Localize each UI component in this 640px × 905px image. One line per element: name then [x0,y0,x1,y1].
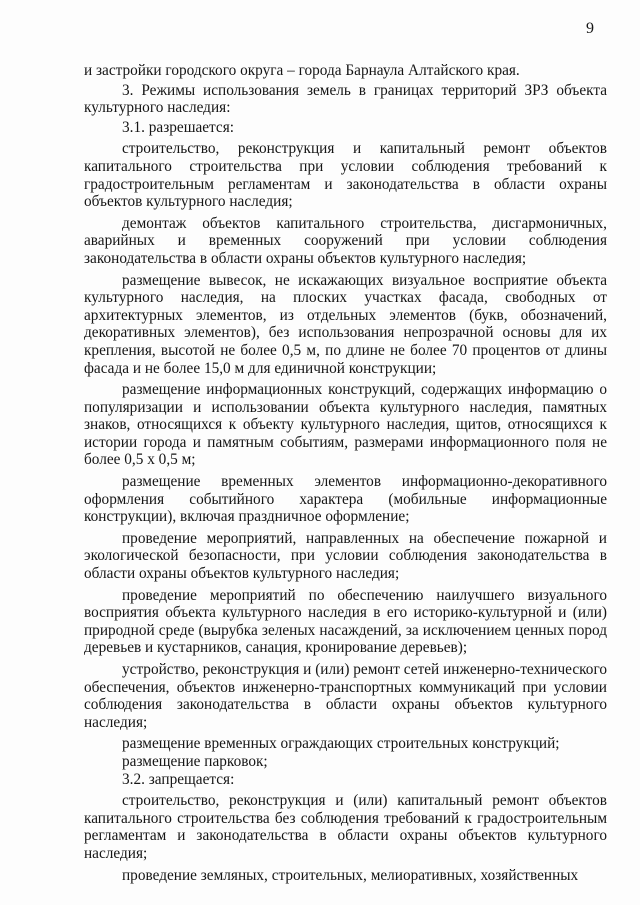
page-number: 9 [586,20,594,37]
paragraph-permitted-temporary-decor: размещение временных элементов информационно-декоративного оформления событийного характера (мобильные информационные конструкции), включая праздничное оформление; [84,473,607,526]
paragraph-permitted-visual-perception: проведение мероприятий по обеспечению наилучшего визуального восприятия объекта культурного наследия в его историко-культурной и (или) природной среде (вырубка зеленых насаждений, за исключением ценных пород деревьев и кустарников, санация, кронирование деревьев); [84,586,607,657]
paragraph-permitted-info-structures: размещение информационных конструкций, содержащих информацию о популяризации и использовании объекта культурного наследия, памятных знаков, относящихся к объекту культурного наследия, щитов, относящихся к истории города и памятным событиям, размерами информационного поля не более 0,5 х 0,5 м; [84,381,607,469]
paragraph-permitted-signage: размещение вывесок, не искажающих визуальное восприятие объекта культурного наследия, на плоских участках фасада, свободных от архитектурных элементов, из отдельных элементов (букв, обозначений, декоративных элементов), без использования непрозрачной основы для их крепления, высотой не более 0,5 м, по длине не более 70 процентов от длины фасада и не более 15,0 м для единичной конструкции; [84,271,607,377]
paragraph-permitted-engineering-networks: устройство, реконструкция и (или) ремонт сетей инженерно-технического обеспечения, объектов инженерно-транспортных коммуникаций при условии соблюдения законодательства в области охраны объектов культурного наследия; [84,661,607,731]
paragraph-prohibited-earthworks: проведение земляных, строительных, мелиоративных, хозяйственных [122,866,579,884]
paragraph-permitted-safety-measures: проведение мероприятий, направленных на обеспечение пожарной и экологической безопасности, при условии соблюдения законодательства в области охраны объектов культурного наследия; [84,529,607,583]
section-heading-3: 3. Режимы использования земель в границах территорий ЗРЗ объекта культурного наследия: [84,81,607,117]
subsection-heading-3-2: 3.2. запрещается: [122,770,235,788]
paragraph-permitted-parking: размещение парковок; [122,752,268,770]
document-body [84,62,607,884]
paragraph-prohibited-construction: строительство, реконструкция и (или) капитальный ремонт объектов капитального строительства без соблюдения требований к градостроительным регламентам и законодательства в области охраны объектов культурного наследия; [84,792,607,862]
subsection-heading-3-1: 3.1. разрешается: [122,118,234,136]
paragraph-permitted-temporary-fences: размещение временных ограждающих строительных конструкций; [122,735,560,753]
paragraph-permitted-demolition: демонтаж объектов капитального строительства, дисгармоничных, аварийных и временных сооружений при условии соблюдения законодательства в области охраны объектов культурного наследия; [84,214,607,267]
paragraph-continuation: и застройки городского округа – города Барнаула Алтайского края. [84,62,520,79]
paragraph-permitted-construction: строительство, реконструкция и капитальный ремонт объектов капитального строительства при условии соблюдения требований к градостроительным регламентам и законодательства в области охраны объектов культурного наследия; [84,140,607,211]
